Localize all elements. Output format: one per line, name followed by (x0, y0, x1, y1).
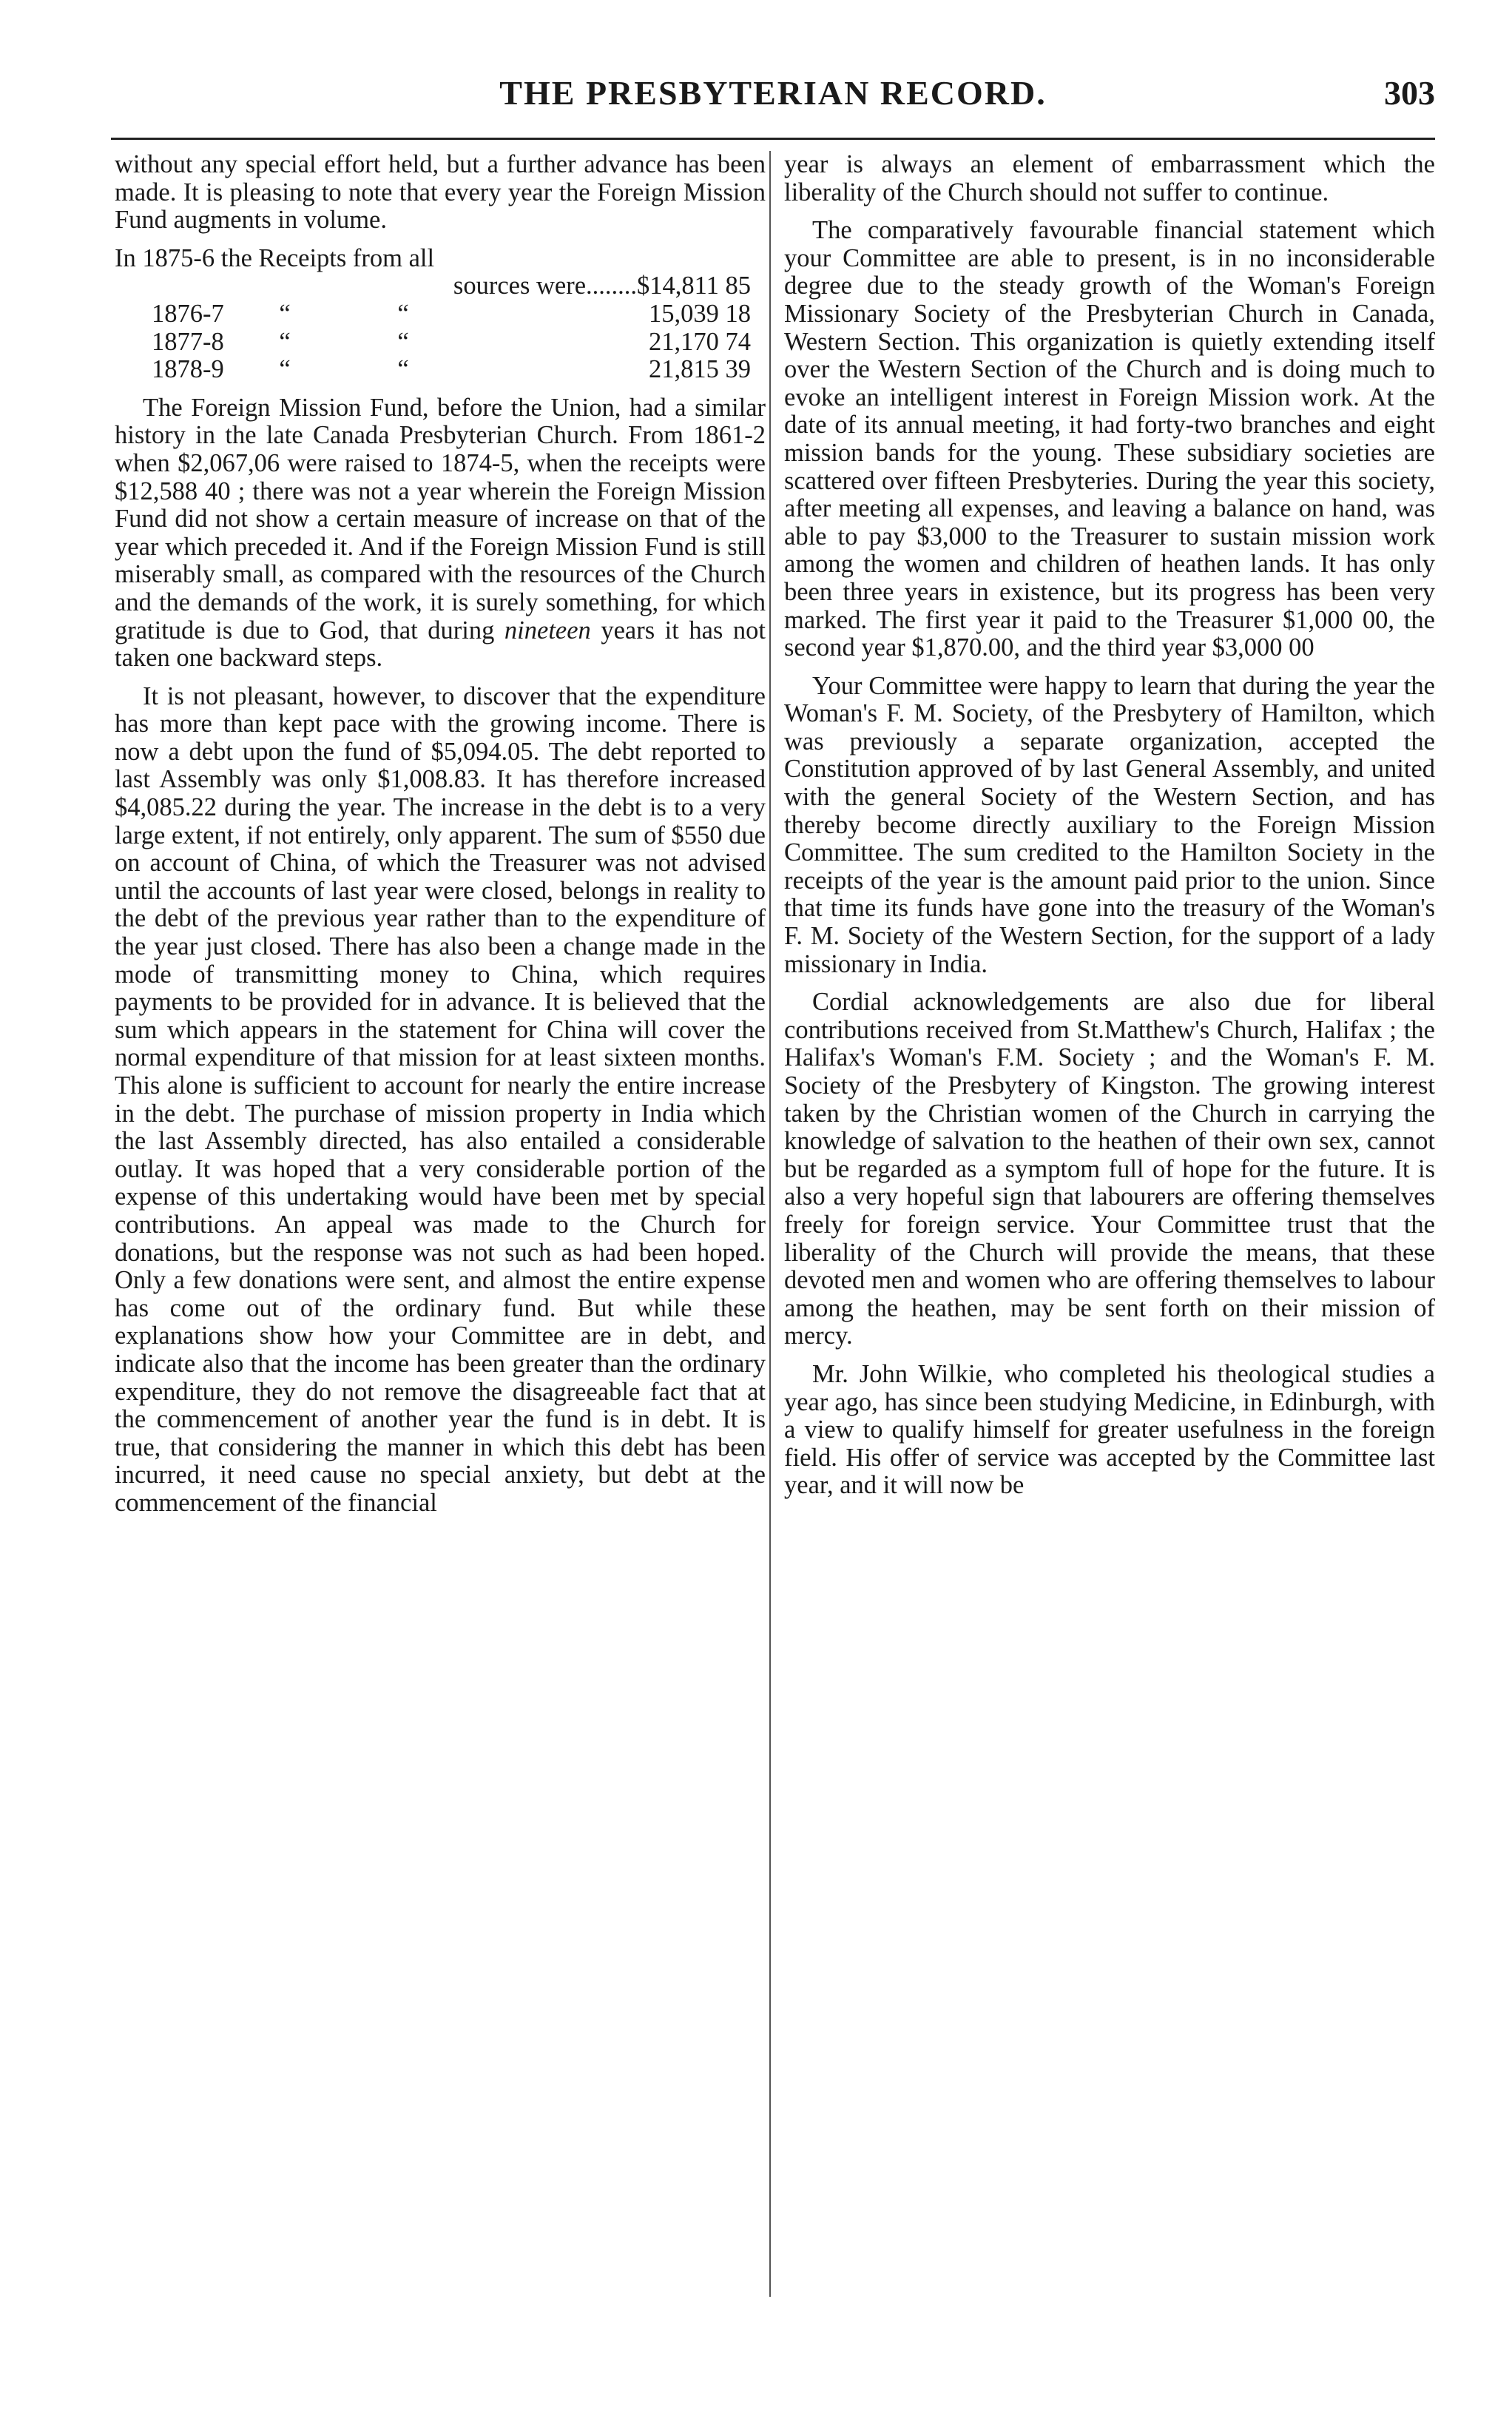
running-header (111, 71, 1435, 130)
paragraph-text: years it has not taken one backward steps. (115, 616, 766, 673)
header-rule (111, 138, 1435, 140)
receipts-row (115, 329, 766, 357)
receipts-row (115, 356, 766, 384)
ditto-mark: “ (279, 327, 291, 356)
ditto-mark: “ (397, 355, 409, 384)
page-number: 303 (1384, 74, 1435, 112)
receipts-year: 1876-7 (152, 299, 224, 328)
journal-title: THE PRESBYTERIAN RECORD. (499, 74, 1047, 112)
receipts-amount: 21,170 74 (649, 327, 751, 356)
left-column (115, 151, 766, 2312)
column-divider (769, 151, 771, 2297)
receipts-year: 1878-9 (152, 355, 224, 384)
paragraph-text: The Foreign Mission Fund, before the Union, had a similar history in the late Canada Presbyterian Church. From 1861-2 when $2,067,06 were raised to 1874-5, when the receipts were $12,588 40 ; there was not a year wherein the Foreign Mission Fund did not show a certain measure of increase on that of the year which preceded it. And if the Foreign Mission Fund is still miserably small, as compared with the resources of the Church and the demands of the work, it is surely something, for which gratitude is due to God, that during (115, 393, 766, 644)
receipts-amount: 15,039 18 (649, 299, 751, 328)
receipts-first-line: sources were........$14,811 85 (453, 272, 751, 300)
receipts-table (115, 245, 766, 384)
ditto-mark: “ (397, 327, 409, 356)
paragraph: Your Committee were happy to learn that during the year the Woman's F. M. Society, of the Presbytery of Hamilton, which was previously a separate organization, accepted the Constitution approved of by last General Assembly, and united with the general Society of the Western Section, and has thereby become directly auxiliary to the Foreign Mission Committee. The sum credited to the Hamilton Society in the receipts of the year is the amount paid prior to the union. Since that time its funds have gone into the treasury of the Woman's F. M. Society of the Western Section, for the support of a lady missionary in India. (784, 671, 1435, 978)
ditto-mark: “ (279, 299, 291, 328)
paragraph: The comparatively favourable financial statement which your Committee are able to present, is in no inconsiderable degree due to the steady growth of the Woman's Foreign Missionary Society of the Presbyterian Church in Canada, Western Section. This organization is quietly extending itself over the Western Section of the Church and is doing much to evoke an intelligent interest in Foreign Mission work. At the date of its annual meeting, it had forty-two branches and eight mission bands for the young. These subsidiary societies are scattered over fifteen Presbyteries. During the year this society, after meeting all expenses, and leaving a balance on hand, was able to pay $3,000 to the Treasurer to sustain mission work among the women and children of heathen lands. It has only been three years in existence, but its progress has been very marked. The first year it paid to the Treasurer $1,000 00, the second year $1,870.00, and the third year $3,000 00 (784, 216, 1435, 662)
paragraph: Mr. John Wilkie, who completed his theological studies a year ago, has since been studying Medicine, in Edinburgh, with a view to qualify himself for greater usefulness in the foreign field. His offer of service was accepted by the Committee last year, and it will now be (784, 1359, 1435, 1500)
ditto-mark: “ (397, 299, 409, 328)
receipts-year: 1877-8 (152, 327, 224, 356)
paragraph: without any special effort held, but a further advance has been made. It is pleasing to note that every year the Foreign Mission Fund augments in volume. (115, 151, 766, 235)
paragraph: Cordial acknowledgements are also due for liberal contributions received from St.Matthew's Church, Halifax ; the Halifax's Woman's F.M. Society ; and the Woman's F. M. Society of the Presbytery of Kingston. The growing interest taken by the Christian women of the Church in carrying the knowledge of salvation to the heathen of their own sex, cannot but be regarded as a symptom full of hope for the future. It is also a very hopeful sign that labourers are offering themselves freely for foreign service. Your Committee trust that the liberality of the Church will provide the means, that these devoted men and women who are offering themselves to labour among the heathen, may be sent forth on their mission of mercy. (784, 988, 1435, 1350)
right-column (784, 151, 1435, 2312)
ditto-mark: “ (279, 355, 291, 384)
italic-word: nineteen (504, 616, 591, 644)
receipts-row (115, 300, 766, 329)
paragraph: year is always an element of embarrassment which the liberality of the Church should not suffer to continue. (784, 151, 1435, 206)
receipts-lead: In 1875-6 the Receipts from all (115, 243, 435, 272)
paragraph: It is not pleasant, however, to discover that the expenditure has more than kept pace with the growing income. There is now a debt upon the fund of $5,094.05. The debt reported to last Assembly was only $1,008.83. It has therefore increased $4,085.22 during the year. The increase in the debt is to a very large extent, if not entirely, only apparent. The sum of $550 due on account of China, of which the Treasurer was not advised until the accounts of last year were closed, belongs in reality to the debt of the previous year rather than to the expenditure of the year just closed. There has also been a change made in the mode of transmitting money to China, which requires payments to be provided for in advance. It is believed that the sum which appears in the statement for China will cover the normal expenditure of that mission for at least sixteen months. This alone is sufficient to account for nearly the entire increase in the debt. The purchase of mission property in India which the last Assembly directed, has also entailed a considerable outlay. It was hoped that a very considerable portion of the expense of this undertaking would have been met by special contributions. An appeal was made to the Church for donations, but the response was not such as had been hoped. Only a few donations were sent, and almost the entire expense has come out of the ordinary fund. But while these explanations show how your Committee are in debt, and indicate also that the income has been greater than the ordinary expenditure, they do not remove the disagreeable fact that at the commencement of another year the fund is in debt. It is true, that considering the manner in which this debt has been incurred, it need cause no special anxiety, but debt at the commencement of the financial (115, 681, 766, 1517)
paragraph (115, 394, 766, 673)
receipts-amount: 21,815 39 (649, 355, 751, 384)
